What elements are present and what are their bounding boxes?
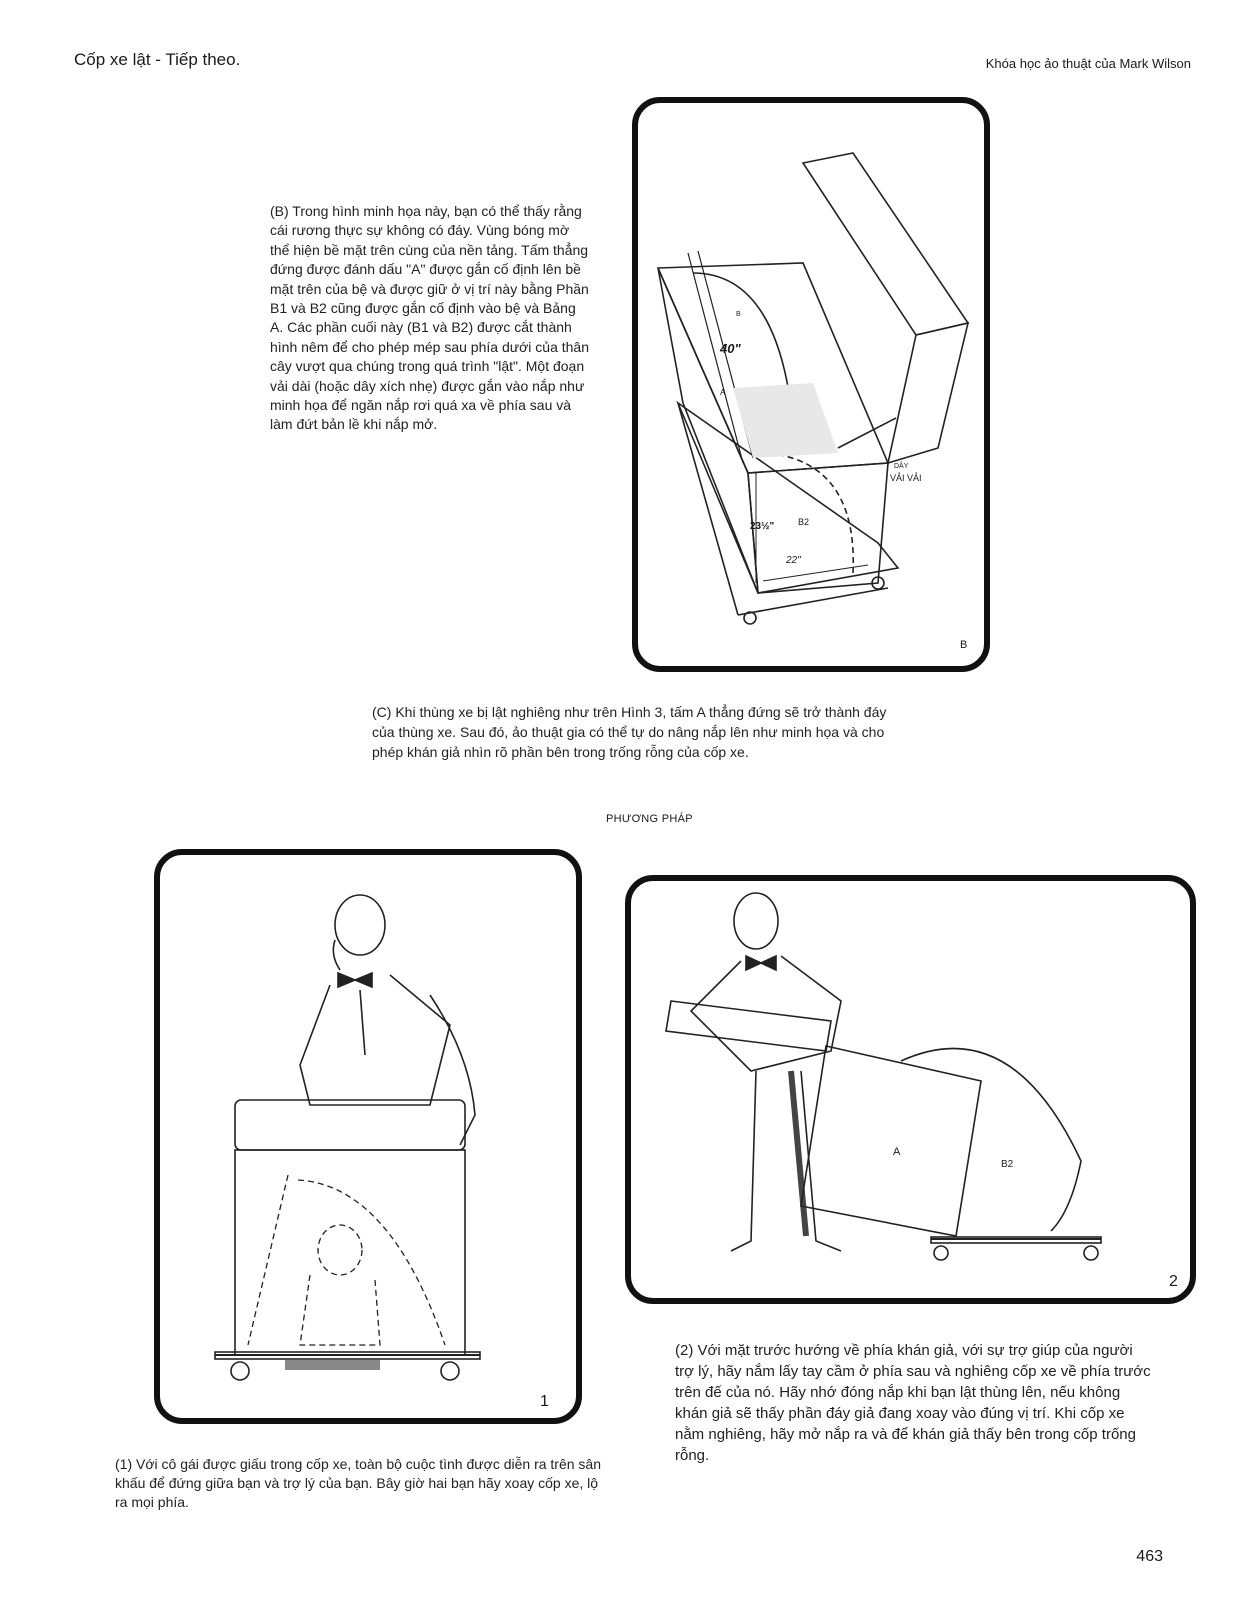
measure-radius-label: 40"	[720, 341, 741, 356]
figure-1-label: 1	[540, 1393, 549, 1410]
method-heading: PHƯƠNG PHÁP	[606, 813, 693, 825]
measure-width-label: 22"	[786, 555, 801, 566]
figure-2-label: 2	[1169, 1273, 1178, 1290]
page-number: 463	[1136, 1548, 1163, 1565]
figure-b-label: B	[960, 639, 968, 651]
part-a-label: A	[720, 388, 726, 397]
part-b2-label: B2	[1001, 1159, 1014, 1170]
text-1-paragraph: (1) Với cô gái được giấu trong cốp xe, toàn bộ cuộc tình được diễn ra trên sân khấu để đứng giữa bạn và trợ lý của bạn. Bây giờ hai bạn hãy xoay cốp xe, lộ ra mọi phía.	[115, 1456, 601, 1510]
strap-label-2: VẢI VẢI	[890, 473, 922, 483]
strap-label: DÂY	[894, 463, 909, 470]
text-2-paragraph: (2) Với mặt trước hướng về phía khán giả, với sự trợ giúp của người trợ lý, hãy nắm lấy tay cầm ở phía sau và nghiêng cốp xe về phía trước trên đế của nó. Hãy nhớ đóng nắp khi bạn lật thùng lên, nếu không khán giả sẽ thấy phần đáy giả đang xoay vào đúng vị trí. Khi cốp xe nằm nghiêng, hãy mở nắp ra và để khán giả thấy bên trong cốp trống rỗng.	[675, 1342, 1151, 1464]
part-b-label: B	[736, 311, 741, 318]
section-title: Cốp xe lật - Tiếp theo.	[74, 50, 241, 69]
figure-1-trunk-with-girl	[154, 849, 582, 1424]
part-b2-label: B2	[798, 517, 810, 527]
part-a-label: A	[893, 1146, 901, 1158]
text-b-paragraph: (B) Trong hình minh họa này, bạn có thể thấy rằng cái rương thực sự không có đáy. Vùng bóng mờ thể hiện bề mặt trên cùng của nền tảng. Tấm thẳng đứng được đánh dấu "A" được gắn cố định lên bề mặt trên của bệ và được giữ ở vị trí này bằng Phần B1 và B2 cũng được gắn cố định vào bệ và Bảng A. Các phần cuối này (B1 và B2) được cắt thành hình nêm để cho phép mép sau phía dưới của thân cây vượt qua chúng trong quá trình "lật". Một đoạn vải dài (hoặc dây xích nhẹ) được gắn vào nắp như minh họa để ngăn nắp rơi quá xa về phía sau và làm đứt bản lề khi nắp mở.	[270, 203, 589, 433]
figure-2-drawing	[631, 881, 1190, 1298]
figure-1-drawing	[160, 855, 576, 1418]
figure-2-trunk-tilting	[625, 875, 1196, 1304]
figure-b-trunk-diagram	[632, 97, 990, 672]
course-title: Khóa học ảo thuật của Mark Wilson	[985, 56, 1191, 71]
text-c-paragraph: (C) Khi thùng xe bị lật nghiêng như trên Hình 3, tấm A thẳng đứng sẽ trở thành đáy của thùng xe. Sau đó, ảo thuật gia có thể tự do nâng nắp lên như minh họa và cho phép khán giả nhìn rõ phần bên trong trống rỗng của cốp xe.	[372, 704, 887, 760]
measure-height-label: 23½"	[750, 521, 775, 532]
trunk-open-drawing	[638, 103, 984, 666]
